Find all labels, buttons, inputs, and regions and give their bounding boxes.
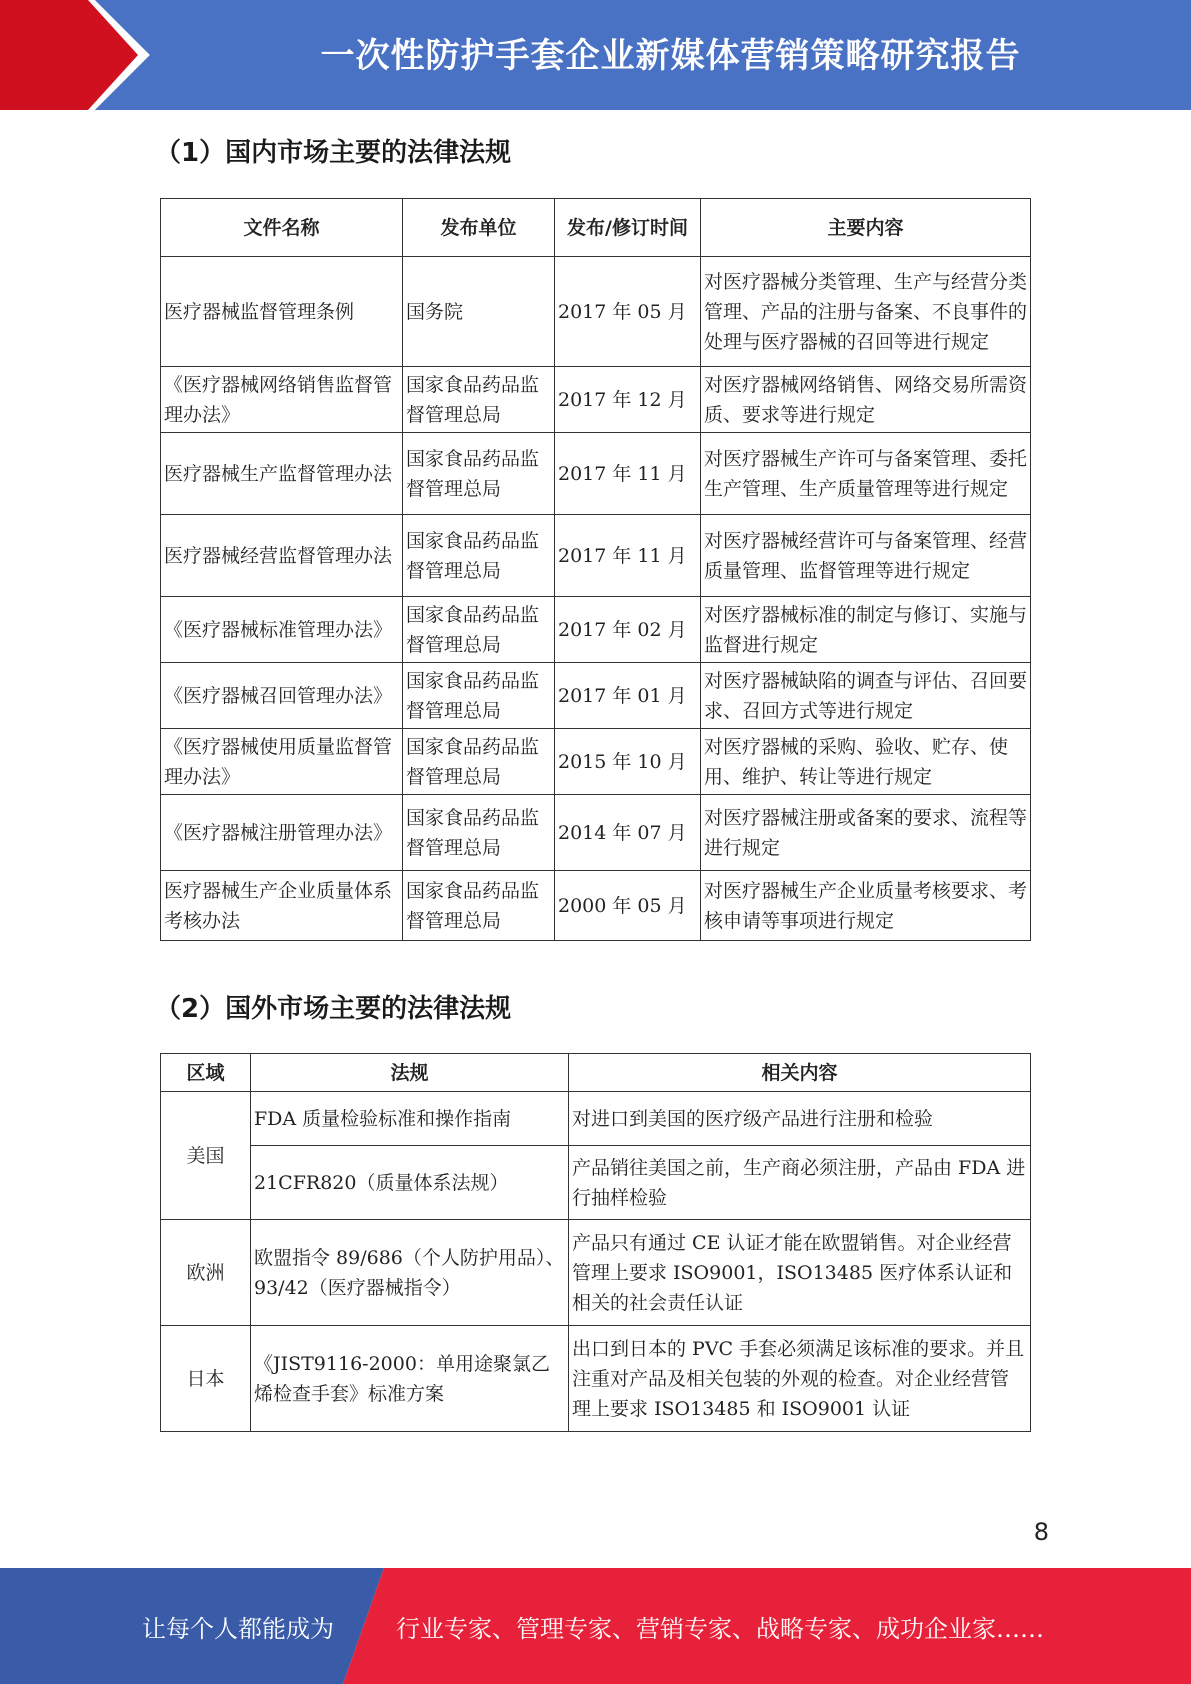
cell-issuer — [403, 729, 555, 795]
cell-document-name — [161, 729, 403, 795]
cell-regulation: 欧盟指令 89/686（个人防护用品）、93/42（医疗器械指令） — [251, 1220, 569, 1326]
cell-related-content: 对进口到美国的医疗级产品进行注册和检验 — [569, 1092, 1031, 1146]
cell-region: 欧洲 — [161, 1220, 251, 1326]
column-header-date: 发布/修订时间 — [555, 199, 701, 257]
table-row — [161, 257, 1031, 367]
cell-issuer — [403, 515, 555, 597]
table-header-row — [161, 199, 1031, 257]
cell-issue-date — [555, 515, 701, 597]
header-banner — [0, 0, 1191, 110]
section-title-domestic: （1）国内市场主要的法律法规 — [155, 138, 512, 168]
footer-slogan-right: 行业专家、管理专家、营销专家、战略专家、成功企业家…… — [396, 1614, 1044, 1643]
cell-issuer — [403, 663, 555, 729]
cell-text: 对医疗器械生产企业质量考核要求、考核申请等事项进行规定 — [704, 879, 1027, 932]
cell-text: 国家食品药品监督管理总局 — [406, 373, 540, 426]
cell-issuer — [403, 795, 555, 871]
cell-text: 对医疗器械缺陷的调查与评估、召回要求、召回方式等进行规定 — [704, 669, 1027, 722]
cell-issue-date — [555, 367, 701, 433]
column-header-content: 主要内容 — [701, 199, 1031, 257]
cell-text: 国家食品药品监督管理总局 — [406, 879, 540, 932]
cell-text: 2017 年 05 月 — [558, 300, 687, 323]
cell-issue-date — [555, 257, 701, 367]
cell-issue-date — [555, 597, 701, 663]
cell-main-content — [701, 871, 1031, 941]
cell-related-content: 出口到日本的 PVC 手套必须满足该标准的要求。并且注重对产品及相关包装的外观的检查。对企业经营管理上要求 ISO13485 和 ISO9001 认证 — [569, 1326, 1031, 1432]
cell-text: 对医疗器械标准的制定与修订、实施与监督进行规定 — [704, 603, 1027, 656]
table-row — [161, 597, 1031, 663]
table-row — [161, 871, 1031, 941]
cell-main-content — [701, 663, 1031, 729]
table-row — [161, 1326, 1031, 1432]
table-row — [161, 367, 1031, 433]
cell-text: 国家食品药品监督管理总局 — [406, 529, 540, 582]
cell-text: 国家食品药品监督管理总局 — [406, 603, 540, 656]
cell-document-name — [161, 871, 403, 941]
footer-banner — [0, 1568, 1191, 1684]
cell-text: 2000 年 05 月 — [558, 894, 687, 917]
domestic-regulations-table — [160, 198, 1031, 941]
column-header-issuer: 发布单位 — [403, 199, 555, 257]
cell-text: 对医疗器械生产许可与备案管理、委托生产管理、生产质量管理等进行规定 — [704, 447, 1027, 500]
cell-main-content — [701, 729, 1031, 795]
column-header-regulation: 法规 — [251, 1054, 569, 1092]
cell-main-content — [701, 597, 1031, 663]
header-red-chevron — [0, 0, 150, 110]
cell-regulation: FDA 质量检验标准和操作指南 — [251, 1092, 569, 1146]
column-header-related-content: 相关内容 — [569, 1054, 1031, 1092]
table-row — [161, 663, 1031, 729]
table-row — [161, 433, 1031, 515]
cell-region: 日本 — [161, 1326, 251, 1432]
cell-text: 2017 年 01 月 — [558, 684, 687, 707]
cell-text: 2017 年 11 月 — [558, 544, 687, 567]
table-row — [161, 515, 1031, 597]
cell-main-content — [701, 515, 1031, 597]
cell-text: 2014 年 07 月 — [558, 821, 687, 844]
cell-issuer — [403, 257, 555, 367]
cell-text: 医疗器械生产监督管理办法 — [164, 462, 393, 485]
cell-issue-date — [555, 729, 701, 795]
cell-text: 《医疗器械注册管理办法》 — [164, 821, 393, 844]
cell-text: 对医疗器械网络销售、网络交易所需资质、要求等进行规定 — [704, 373, 1027, 426]
cell-document-name — [161, 433, 403, 515]
cell-regulation: 《JIST9116-2000：单用途聚氯乙烯检查手套》标准方案 — [251, 1326, 569, 1432]
cell-text: 《医疗器械使用质量监督管理办法》 — [164, 735, 393, 788]
section-title-foreign: （2）国外市场主要的法律法规 — [155, 994, 512, 1024]
cell-text: 国家食品药品监督管理总局 — [406, 806, 540, 859]
table-row — [161, 1092, 1031, 1146]
cell-text: 《医疗器械网络销售监督管理办法》 — [164, 373, 393, 426]
cell-text: 国务院 — [406, 300, 464, 323]
cell-issue-date — [555, 795, 701, 871]
cell-text: 对医疗器械分类管理、生产与经营分类管理、产品的注册与备案、不良事件的处理与医疗器械的召回等进行规定 — [704, 270, 1027, 353]
cell-text: 国家食品药品监督管理总局 — [406, 669, 540, 722]
cell-regulation: 21CFR820（质量体系法规） — [251, 1146, 569, 1220]
table-row — [161, 729, 1031, 795]
table-row — [161, 1146, 1031, 1220]
cell-issue-date — [555, 663, 701, 729]
cell-text: 2017 年 12 月 — [558, 388, 687, 411]
cell-text: 《医疗器械召回管理办法》 — [164, 684, 393, 707]
table-header-row — [161, 1054, 1031, 1092]
column-header-document: 文件名称 — [161, 199, 403, 257]
table-row — [161, 1220, 1031, 1326]
cell-text: 《医疗器械标准管理办法》 — [164, 618, 393, 641]
cell-document-name — [161, 367, 403, 433]
cell-text: 医疗器械生产企业质量体系考核办法 — [164, 879, 393, 932]
cell-document-name — [161, 257, 403, 367]
cell-text: 2015 年 10 月 — [558, 750, 687, 773]
cell-related-content: 产品销往美国之前，生产商必须注册，产品由 FDA 进行抽样检验 — [569, 1146, 1031, 1220]
cell-document-name — [161, 795, 403, 871]
report-title: 一次性防护手套企业新媒体营销策略研究报告 — [320, 35, 1021, 76]
cell-issue-date — [555, 871, 701, 941]
cell-text: 2017 年 11 月 — [558, 462, 687, 485]
cell-text: 医疗器械监督管理条例 — [164, 300, 355, 323]
table-row — [161, 795, 1031, 871]
foreign-regulations-table — [160, 1053, 1031, 1432]
cell-issue-date — [555, 433, 701, 515]
cell-issuer — [403, 871, 555, 941]
cell-issuer — [403, 597, 555, 663]
cell-main-content — [701, 433, 1031, 515]
cell-text: 对医疗器械的采购、验收、贮存、使用、维护、转让等进行规定 — [704, 735, 1009, 788]
cell-text: 对医疗器械注册或备案的要求、流程等进行规定 — [704, 806, 1027, 859]
cell-issuer — [403, 367, 555, 433]
cell-text: 对医疗器械经营许可与备案管理、经营质量管理、监督管理等进行规定 — [704, 529, 1027, 582]
cell-text: 2017 年 02 月 — [558, 618, 687, 641]
cell-region: 美国 — [161, 1092, 251, 1220]
footer-slogan-left: 让每个人都能成为 — [142, 1614, 334, 1643]
cell-main-content — [701, 795, 1031, 871]
cell-related-content: 产品只有通过 CE 认证才能在欧盟销售。对企业经营管理上要求 ISO9001，ISO13485 医疗体系认证和相关的社会责任认证 — [569, 1220, 1031, 1326]
cell-document-name — [161, 515, 403, 597]
cell-main-content — [701, 367, 1031, 433]
column-header-region: 区域 — [161, 1054, 251, 1092]
cell-text: 国家食品药品监督管理总局 — [406, 447, 540, 500]
cell-issuer — [403, 433, 555, 515]
cell-text: 医疗器械经营监督管理办法 — [164, 544, 393, 567]
cell-text: 国家食品药品监督管理总局 — [406, 735, 540, 788]
cell-document-name — [161, 597, 403, 663]
cell-main-content — [701, 257, 1031, 367]
page-number: 8 — [1033, 1518, 1049, 1546]
cell-document-name — [161, 663, 403, 729]
